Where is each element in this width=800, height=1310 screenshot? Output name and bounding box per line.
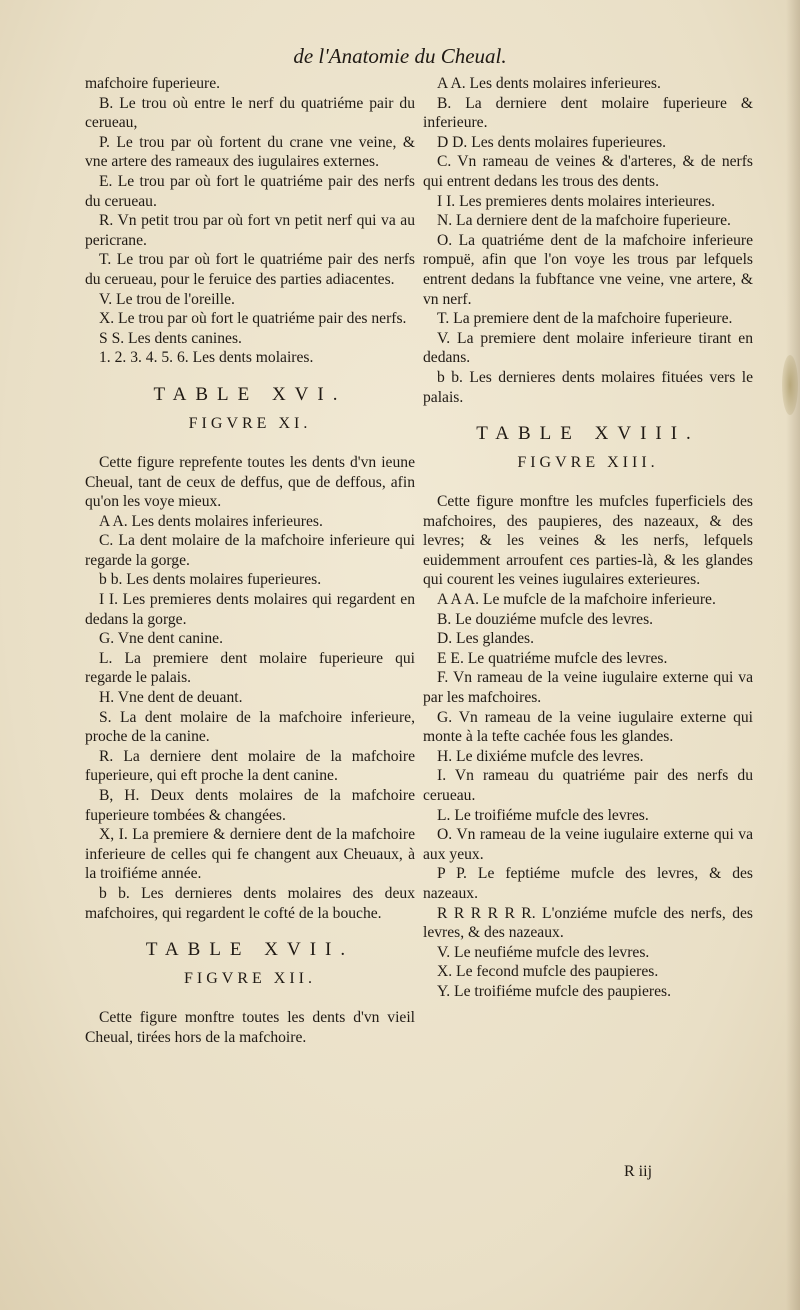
text-entry: mafchoire fuperieure. xyxy=(85,75,221,92)
figure-xii-title: FIGVRE XII. xyxy=(184,970,316,988)
text-entry: V. Le neufiéme mufcle des levres. xyxy=(437,943,650,961)
text-entry: B. Le trou où entre le nerf du quatriéme pair du cerueau, xyxy=(85,94,415,132)
text-entry: P P. Le feptiéme mufcle des levres, & des nazeaux. xyxy=(423,865,753,902)
text-entry: R. La derniere dent molaire de la mafchoire fuperieure, qui eft proche la dent canine. xyxy=(85,747,415,785)
table-xvi-title: TABLE XVI. xyxy=(153,383,347,405)
text-entry: C. Vn rameau de veines & d'arteres, & de nerfs qui entrent dedans les trous des dents. xyxy=(423,153,753,190)
text-entry: I. Vn rameau du quatriéme pair des nerfs du cerueau. xyxy=(423,767,753,804)
text-entry: E. Le trou par où fort le quatriéme pair des nerfs du cerueau. xyxy=(85,172,415,210)
paper-stain xyxy=(782,355,798,415)
text-entry: S S. Les dents canines. xyxy=(99,329,242,347)
text-entry: V. Le trou de l'oreille. xyxy=(99,290,235,308)
text-entry: I I. Les premieres dents molaires qui regardent en dedans la gorge. xyxy=(85,591,415,628)
table-xvii-entries xyxy=(85,1008,415,1047)
text-entry: X, I. La premiere & derniere dent de la mafchoire inferieure de celles qui fe changent aux Cheuaux, à la troifiéme année. xyxy=(85,826,415,883)
text-entry: O. La quatriéme dent de la mafchoire inferieure rompuë, afin que l'on voye les trous par lefquels entrent dedans la fubftance vne veine, vne artere, & vn nerf. xyxy=(423,231,753,308)
text-entry: D D. Les dents molaires fuperieures. xyxy=(437,133,667,151)
signature-mark: R iij xyxy=(624,1163,653,1180)
text-entry: G. Vne dent canine. xyxy=(99,630,223,648)
text-entry: C. La dent molaire de la mafchoire inferieure qui regarde la gorge. xyxy=(85,532,415,569)
text-entry: D. Les glandes. xyxy=(437,630,535,648)
text-entry: T. Le trou par où fort le quatriéme pair des nerfs du cerueau, pour le feruice des parties adiacentes. xyxy=(85,251,415,288)
figure-xi-title: FIGVRE XI. xyxy=(188,414,312,432)
text-entry: I I. Les premieres dents molaires interieures. xyxy=(437,192,715,210)
text-entry: R R R R R R. L'onziéme mufcle des nerfs, des levres, & des nazeaux. xyxy=(423,904,753,942)
text-entry: G. Vn rameau de la veine iugulaire externe qui monte à la tefte cachée fous les glandes. xyxy=(423,708,753,746)
text-entry: b b. Les dents molaires fuperieures. xyxy=(99,571,322,589)
text-entry: O. Vn rameau de la veine iugulaire externe qui va aux yeux. xyxy=(423,826,753,863)
text-entry: L. La premiere dent molaire fuperieure qui regarde le palais. xyxy=(85,649,415,687)
text-entry: B. Le douziéme mufcle des levres. xyxy=(437,610,654,628)
text-entry: b b. Les dernieres dents molaires fituées vers le palais. xyxy=(423,368,753,406)
text-entry: X. Le trou par où fort le quatriéme pair des nerfs. xyxy=(99,310,407,328)
text-entry: R. Vn petit trou par où fort vn petit nerf qui va au pericrane. xyxy=(85,212,415,249)
text-entry: N. La derniere dent de la mafchoire fuperieure. xyxy=(437,212,731,230)
figure-xiii-title: FIGVRE XIII. xyxy=(517,454,659,472)
right-top-entries xyxy=(423,74,753,407)
text-entry: X. Le fecond mufcle des paupieres. xyxy=(437,963,659,981)
text-entry: Cette figure monftre toutes les dents d'vn vieil Cheual, tirées hors de la mafchoire. xyxy=(85,1009,415,1046)
table-xviii-entries xyxy=(423,492,753,1001)
text-entry: F. Vn rameau de la veine iugulaire externe qui va par les mafchoires. xyxy=(423,669,753,707)
table-xviii-title: TABLE XVIII. xyxy=(476,423,700,445)
text-entry: T. La premiere dent de la mafchoire fuperieure. xyxy=(437,310,733,328)
text-entry: H. Vne dent de deuant. xyxy=(99,689,243,707)
running-head: de l'Anatomie du Cheual. xyxy=(293,44,507,68)
table-xvii-title: TABLE XVII. xyxy=(145,939,355,961)
text-entry: E E. Le quatriéme mufcle des levres. xyxy=(437,649,668,667)
text-entry: Y. Le troifiéme mufcle des paupieres. xyxy=(437,982,671,1000)
text-entry: B. La derniere dent molaire fuperieure & inferieure. xyxy=(423,94,753,132)
table-xvi-entries xyxy=(85,453,415,923)
text-entry: V. La premiere dent molaire inferieure tirant en dedans. xyxy=(423,329,753,367)
text-entry: L. Le troifiéme mufcle des levres. xyxy=(437,806,649,824)
text-entry: A A. Les dents molaires inferieures. xyxy=(99,512,323,530)
text-entry: S. La dent molaire de la mafchoire inferieure, proche de la canine. xyxy=(85,708,415,746)
text-entry: 1. 2. 3. 4. 5. 6. Les dents molaires. xyxy=(99,349,314,367)
left-top-entries xyxy=(85,74,415,368)
text-entry: A A. Les dents molaires inferieures. xyxy=(437,75,661,92)
text-entry: P. Le trou par où fortent du crane vne veine, & vne artere des rameaux des iugulaires externes. xyxy=(85,133,415,171)
text-entry: H. Le dixiéme mufcle des levres. xyxy=(437,747,644,765)
text-entry: B, H. Deux dents molaires de la mafchoire fuperieure tombées & changées. xyxy=(85,787,415,824)
right-column xyxy=(423,74,753,1002)
text-entry: Cette figure reprefente toutes les dents d'vn ieune Cheual, tant de ceux de deffus, que de deffous, afin qu'on les voye mieux. xyxy=(85,453,415,511)
page-edge-shadow xyxy=(786,0,800,1310)
text-entry: b b. Les dernieres dents molaires des deux mafchoires, qui regardent le cofté de la bouche. xyxy=(85,884,415,922)
text-entry: Cette figure monftre les mufcles fuperficiels des mafchoires, des paupieres, des nazeaux, & des levres; & les veines & les nerfs, lefquels euidemment arroufent ces parties-là, & les glandes qui courent les veines iugulaires exterieures. xyxy=(423,493,753,589)
text-entry: A A A. Le mufcle de la mafchoire inferieure. xyxy=(437,591,716,609)
left-column xyxy=(85,74,415,1047)
